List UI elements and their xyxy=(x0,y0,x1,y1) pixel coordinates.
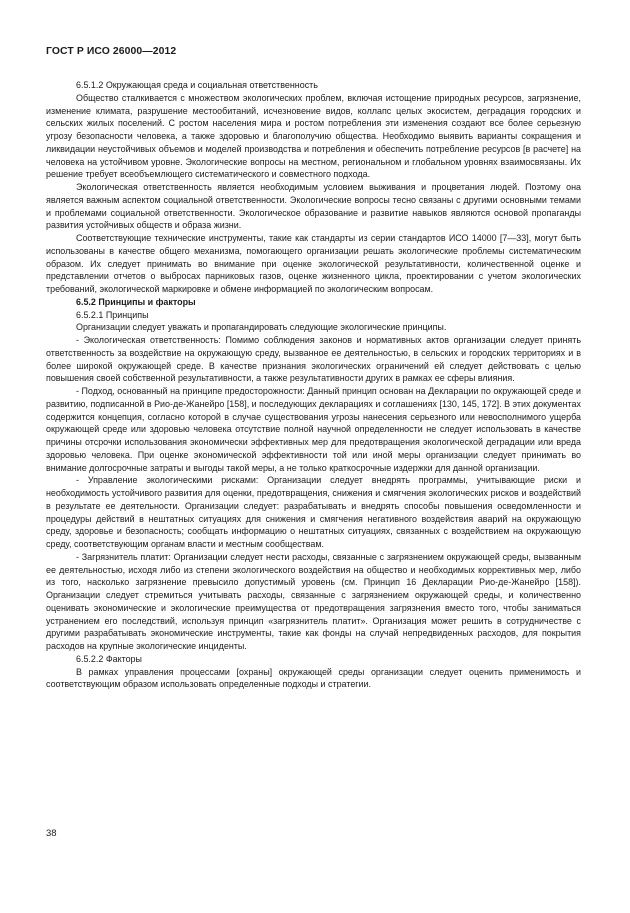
paragraph: Соответствующие технические инструменты, такие как стандарты из серии стандартов ИСО 14000 [7—33], могут быть использованы в качестве общего механизма, помогающего организации решать экологические проблемы систематическим образом. Их следует принимать во внимание при оценке экологической результативности, количественной оценке и представлении отчетов о выбросах парниковых газов, оценке жизненного цикла, проектировании с учетом экологических требований, экологической маркировке и обмене информацией по экологическим вопросам. xyxy=(46,233,581,294)
paragraph: Экологическая ответственность является необходимым условием выживания и процветания людей. Поэтому она является важным аспектом социальной ответственности. Экологические вопросы тесно связаны с другими основными темами и проблемами социальной ответственности. Экологическое образование и развитие навыков являются основой пропаганды развития устойчивых обществ и образа жизни. xyxy=(46,182,581,231)
paragraph: Общество сталкивается с множеством экологических проблем, включая истощение природных ресурсов, загрязнение, изменение климата, разрушение местообитаний, исчезновение видов, коллапс целых экосистем, деградация городских и сельских жилых поселений. С ростом населения мира и ростом потребления эти изменения создают все более серьезную угрозу безопасности человека, а также здоровью и благополучию общества. Необходимо выявить варианты сокращения и ликвидации неустойчивых объемов и моделей производства и потребления и обеспечить потребление ресурсов [в расчете] на человека на устойчивом уровне. Экологические вопросы на местном, региональном и глобальном уровнях взаимосвязаны. Их решение требует всеобъемлющего систематического и совместного подхода. xyxy=(46,92,581,180)
subsection-heading: 6.5.2.2 Факторы xyxy=(76,653,142,664)
list-item: - Загрязнитель платит: Организации следует нести расходы, связанные с загрязнением окружающей среды, вызванным ее деятельностью, исходя либо из степени экологического воздействия на общество и необходимых коррективных мер, либо из того, насколько загрязнение превысило допустимый уровень (см. Принцип 16 Декларации Рио-де-Жанейро [158]). Организации следует стремиться учитывать расходы, связанные с загрязнением окружающей среды, и количественно оценивать экономические и экологические преимущества от предотвращения загрязнения вместо того, чтобы заниматься устранением его последствий, используя принцип «загрязнитель платит». Организация может решить в сотрудничестве с другими разрабатывать экономические инструменты, такие как фонды на случай непредвиденных расходов, для покрытия расходов на крупные экологические инциденты. xyxy=(46,551,581,651)
list-item: - Экологическая ответственность: Помимо соблюдения законов и нормативных актов организации следует принять ответственность за воздействие на окружающую среду, вызванное ее деятельностью, в сельских и городских территориях и в более широкой окружающей среде. В качестве признания экологических ограничений ей следует действовать с целью повышения своей собственной результативности, а также результативности других в рамках ее сферы влияния. xyxy=(46,335,581,384)
list-item: - Управление экологическими рисками: Организации следует внедрять программы, учитывающие риски и необходимость устойчивого развития для оценки, предотвращения, снижения и смягчения экологических рисков и воздействий в результате ее деятельности. Организации следует: разрабатывать и внедрять способы повышения осведомленности и процедуры действий в нештатных ситуациях для снижения и смягчения негативного воздействия аварий на окружающую среду, здоровье и безопасность; сообщать информацию о нештатных ситуациях, связанных с воздействием на окружающую среду, соответствующим органам власти и местным сообществам. xyxy=(46,475,581,549)
document-header: ГОСТ Р ИСО 26000—2012 xyxy=(46,46,177,57)
paragraph: В рамках управления процессами [охраны] окружающей среды организации следует оценить применимость и соответствующим образом использовать определенные подходы и стратегии. xyxy=(46,666,581,690)
section-heading: 6.5.2 Принципы и факторы xyxy=(76,296,196,307)
list-item: - Подход, основанный на принципе предосторожности: Данный принцип основан на Декларации по окружающей среде и развитию, подписанной в Рио-де-Жанейро [158], и последующих декларациях и соглашениях [130, 145, 172]. В этих документах содержится концепция, согласно которой в случае существования угрозы нанесения серьезного или невосполнимого ущерба окружающей среде или здоровью человека отсутствие полной научной определенности не следует использовать в качестве причины отсрочки использования экономически эффективных мер для предотвращения экологической деградации или вреда здоровью человека. При оценке экономической эффективности той или иной меры организации следует принимать во внимание долгосрочные затраты и выгоды такой меры, а не только краткосрочные издержки для данной организации. xyxy=(46,386,581,473)
subsection-heading: 6.5.2.1 Принципы xyxy=(76,309,149,320)
page-number: 38 xyxy=(46,828,57,839)
subsection-heading: 6.5.1.2 Окружающая среда и социальная ответственность xyxy=(76,80,318,90)
document-body xyxy=(46,79,581,691)
paragraph: Организации следует уважать и пропагандировать следующие экологические принципы. xyxy=(76,322,447,333)
